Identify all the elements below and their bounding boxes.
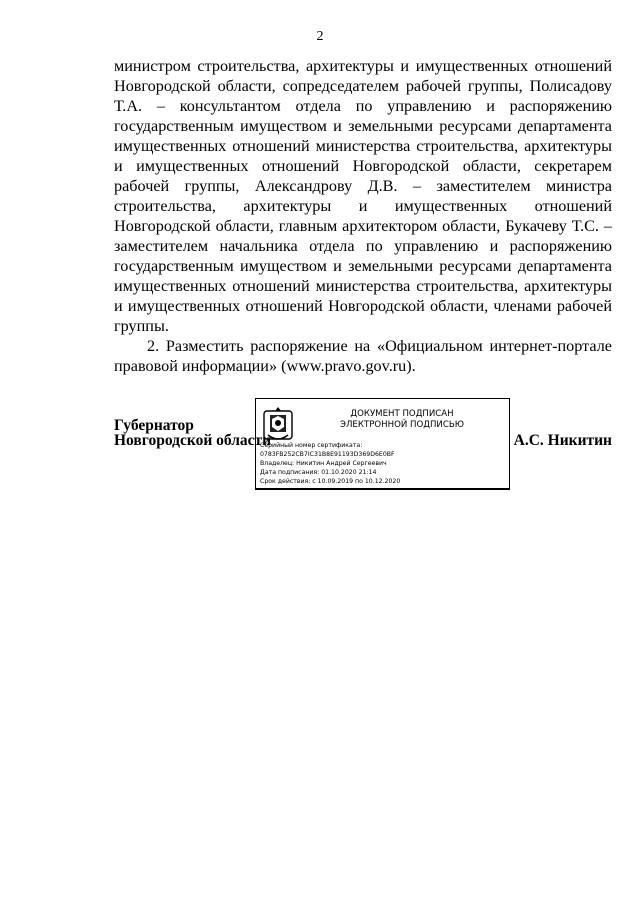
paragraph-1: министром строительства, архитектуры и имущественных отношений Новгородской области, сопредседателем рабочей группы, Полисадову Т.А. – консультантом отдела по управлению и распоряжению государственным имуществом и земельными ресурсами департамента имущественных отношений министерства строительства, архитектуры и имущественных отношений Новгородской области, секретарем рабочей группы, Александрову Д.В. – заместителем министра строительства, архитектуры и имущественных отношений Новгородской области, главным архитектором области, Букачеву Т.С. – заместителем начальника отдела по управлению и распоряжению государственным имуществом и земельными ресурсами департамента имущественных отношений министерства строительства, архитектуры и имущественных отношений Новгородской области, членами рабочей группы.	[114, 57, 612, 335]
page-number: 2	[316, 29, 324, 44]
document-body	[114, 56, 612, 376]
stamp-heading-line-2: ЭЛЕКТРОННОЙ ПОДПИСЬЮ	[339, 420, 465, 430]
signatory-title-line-2: Новгородской области	[114, 432, 272, 449]
stamp-heading-line-1: ДОКУМЕНТ ПОДПИСАН	[350, 409, 454, 419]
stamp-serial-label: Серийный номер сертификата:	[260, 442, 363, 449]
signatory-name: А.С. Никитин	[513, 432, 612, 449]
signatory-title	[114, 418, 271, 448]
coat-of-arms-emblem-icon	[262, 405, 294, 445]
stamp-heading	[302, 409, 502, 431]
stamp-owner: Владелец: Никитин Андрей Сергеевич	[260, 460, 387, 468]
stamp-signed-date: Дата подписания: 01.10.2020 21:14	[260, 469, 377, 477]
electronic-signature-stamp	[255, 398, 510, 490]
stamp-details	[260, 441, 508, 486]
stamp-validity: Срок действия: с 10.09.2019 по 10.12.2020	[260, 478, 401, 486]
signatory-title-line-1: Губернатор	[114, 417, 194, 434]
stamp-serial-value: 0783FB252CB7IC31B8E91193D369D6E0BF	[260, 451, 395, 459]
paragraph-2: 2. Разместить распоряжение на «Официальном интернет-портале правовой информации» (www.pravo.gov.ru).	[114, 337, 612, 375]
